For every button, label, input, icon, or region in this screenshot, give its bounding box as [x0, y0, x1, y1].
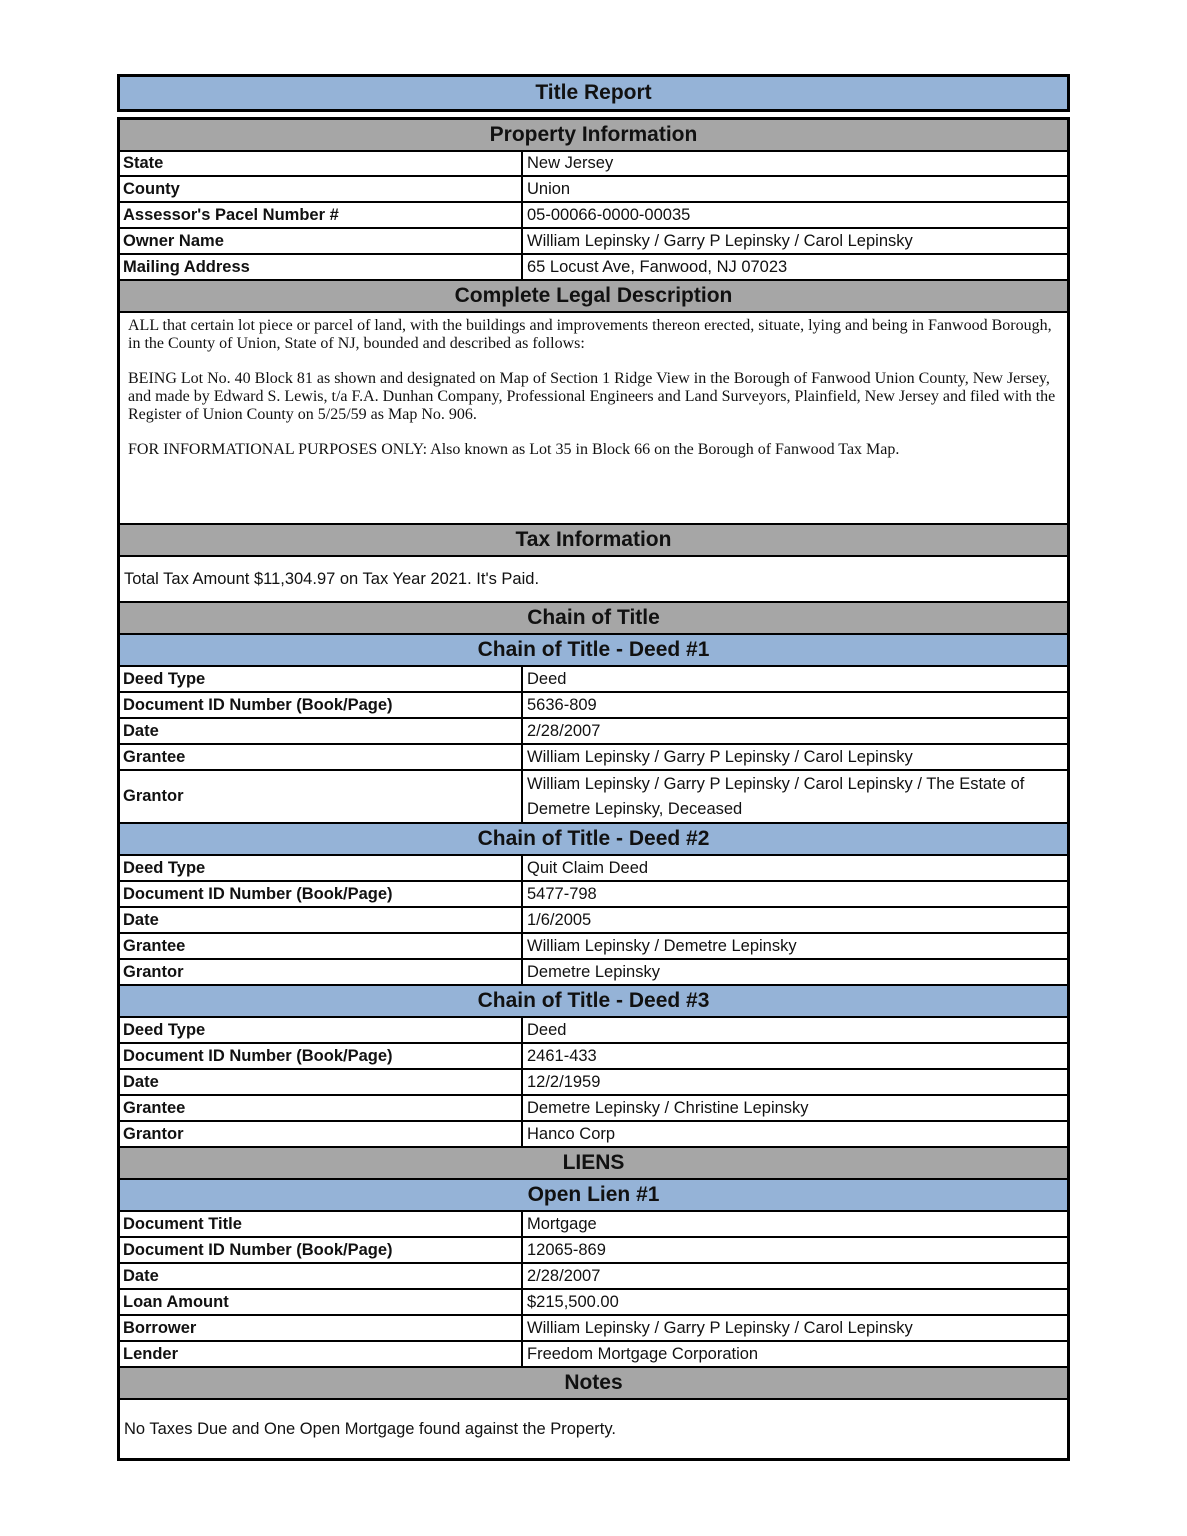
row-label: Deed Type	[120, 1018, 523, 1042]
deed-row	[120, 1122, 1067, 1148]
row-value: William Lepinsky / Garry P Lepinsky / Carol Lepinsky	[527, 747, 913, 766]
row-value: William Lepinsky / Demetre Lepinsky	[527, 936, 797, 955]
legal-description	[120, 313, 1067, 525]
row-label: Grantor	[120, 1122, 523, 1146]
property-row	[120, 152, 1067, 177]
notes-header: Notes	[120, 1368, 1067, 1400]
row-label: Grantor	[120, 771, 523, 822]
deed-row	[120, 719, 1067, 745]
row-value: William Lepinsky / Garry P Lepinsky / Carol Lepinsky / The Estate of Demetre Lepinsky, Deceased	[527, 774, 1025, 818]
deed-1-header: Chain of Title - Deed #1	[120, 635, 1067, 667]
report-body	[117, 117, 1070, 1461]
row-label: Grantee	[120, 1096, 523, 1120]
row-label: Date	[120, 1264, 523, 1288]
lien-row	[120, 1264, 1067, 1290]
row-label: Grantee	[120, 745, 523, 769]
deed-row	[120, 1018, 1067, 1044]
row-label: Date	[120, 719, 523, 743]
property-info-header: Property Information	[120, 120, 1067, 152]
lien-row	[120, 1238, 1067, 1264]
lien-row	[120, 1212, 1067, 1238]
row-value: Demetre Lepinsky / Christine Lepinsky	[527, 1098, 809, 1117]
row-label: Deed Type	[120, 667, 523, 691]
row-value: 65 Locust Ave, Fanwood, NJ 07023	[527, 257, 788, 276]
row-label: Date	[120, 908, 523, 932]
liens-header: LIENS	[120, 1148, 1067, 1180]
tax-info-text: Total Tax Amount $11,304.97 on Tax Year 2021. It's Paid.	[120, 557, 1067, 603]
row-label: Loan Amount	[120, 1290, 523, 1314]
row-value: 5636-809	[527, 695, 597, 714]
title-report-sheet	[117, 74, 1070, 1461]
row-value: Hanco Corp	[527, 1124, 616, 1143]
deed-row	[120, 1096, 1067, 1122]
property-row	[120, 255, 1067, 281]
lien-row	[120, 1342, 1067, 1368]
deed-row	[120, 1044, 1067, 1070]
deed-row	[120, 882, 1067, 908]
row-value: 2461-433	[527, 1046, 597, 1065]
row-value: New Jersey	[527, 154, 614, 172]
row-label: Date	[120, 1070, 523, 1094]
row-value: Quit Claim Deed	[527, 858, 649, 877]
deed-row	[120, 667, 1067, 693]
lien-row	[120, 1290, 1067, 1316]
deed-3-header: Chain of Title - Deed #3	[120, 986, 1067, 1018]
legal-paragraph: BEING Lot No. 40 Block 81 as shown and designated on Map of Section 1 Ridge View in the Borough of Fanwood Union County, New Jersey, and made by Edward S. Lewis, t/a F.A. Dunhan Company, Professional Engineers and Land Surveyors, Plainfield, New Jersey and filed with the Register of Union County on 5/25/59 as Map No. 906.	[128, 370, 1056, 423]
row-value: William Lepinsky / Garry P Lepinsky / Carol Lepinsky	[527, 1318, 913, 1337]
deed-row	[120, 856, 1067, 882]
deed-row	[120, 771, 1067, 824]
lien-row	[120, 1316, 1067, 1342]
row-label: Document ID Number (Book/Page)	[120, 882, 523, 906]
legal-paragraph: FOR INFORMATIONAL PURPOSES ONLY: Also known as Lot 35 in Block 66 on the Borough of Fanwood Tax Map.	[128, 441, 900, 458]
deed-row	[120, 934, 1067, 960]
row-value: 5477-798	[527, 884, 597, 903]
report-title: Title Report	[117, 74, 1070, 112]
row-label: Lender	[120, 1342, 523, 1366]
row-label: Borrower	[120, 1316, 523, 1340]
tax-info-header: Tax Information	[120, 525, 1067, 557]
deed-row	[120, 908, 1067, 934]
row-value: $215,500.00	[527, 1292, 619, 1311]
row-value: 1/6/2005	[527, 910, 592, 929]
open-lien-1-header: Open Lien #1	[120, 1180, 1067, 1212]
deed-row	[120, 693, 1067, 719]
chain-of-title-header: Chain of Title	[120, 603, 1067, 635]
row-label: Document ID Number (Book/Page)	[120, 1044, 523, 1068]
row-label: County	[120, 177, 523, 201]
row-value: Union	[527, 179, 571, 198]
notes-text: No Taxes Due and One Open Mortgage found against the Property.	[124, 1419, 616, 1438]
deed-row	[120, 745, 1067, 771]
row-label: Assessor's Pacel Number #	[120, 203, 523, 227]
property-row	[120, 177, 1067, 203]
deed-2-header: Chain of Title - Deed #2	[120, 824, 1067, 856]
row-value: 2/28/2007	[527, 1266, 601, 1285]
row-value: 12065-869	[527, 1240, 606, 1259]
legal-description-header: Complete Legal Description	[120, 281, 1067, 313]
row-label: Document Title	[120, 1212, 523, 1236]
row-label: Document ID Number (Book/Page)	[120, 693, 523, 717]
row-value: 12/2/1959	[527, 1072, 601, 1091]
row-label: Deed Type	[120, 856, 523, 880]
row-value: Deed	[527, 669, 567, 688]
row-value: Demetre Lepinsky	[527, 962, 660, 981]
legal-paragraph: ALL that certain lot piece or parcel of land, with the buildings and improvements thereon erected, situate, lying and being in Fanwood Borough, in the County of Union, State of NJ, bounded and described as follows:	[128, 317, 1052, 352]
row-label: Mailing Address	[120, 255, 523, 279]
row-label: State	[120, 152, 523, 175]
property-row	[120, 203, 1067, 229]
row-value: William Lepinsky / Garry P Lepinsky / Carol Lepinsky	[527, 231, 913, 250]
deed-row	[120, 1070, 1067, 1096]
row-label: Grantee	[120, 934, 523, 958]
row-label: Grantor	[120, 960, 523, 984]
row-value: 05-00066-0000-00035	[527, 205, 691, 224]
property-row	[120, 229, 1067, 255]
row-value: Mortgage	[527, 1214, 597, 1233]
row-value: Deed	[527, 1020, 567, 1039]
row-value: 2/28/2007	[527, 721, 601, 740]
row-label: Owner Name	[120, 229, 523, 253]
row-label: Document ID Number (Book/Page)	[120, 1238, 523, 1262]
row-value: Freedom Mortgage Corporation	[527, 1344, 759, 1363]
deed-row	[120, 960, 1067, 986]
